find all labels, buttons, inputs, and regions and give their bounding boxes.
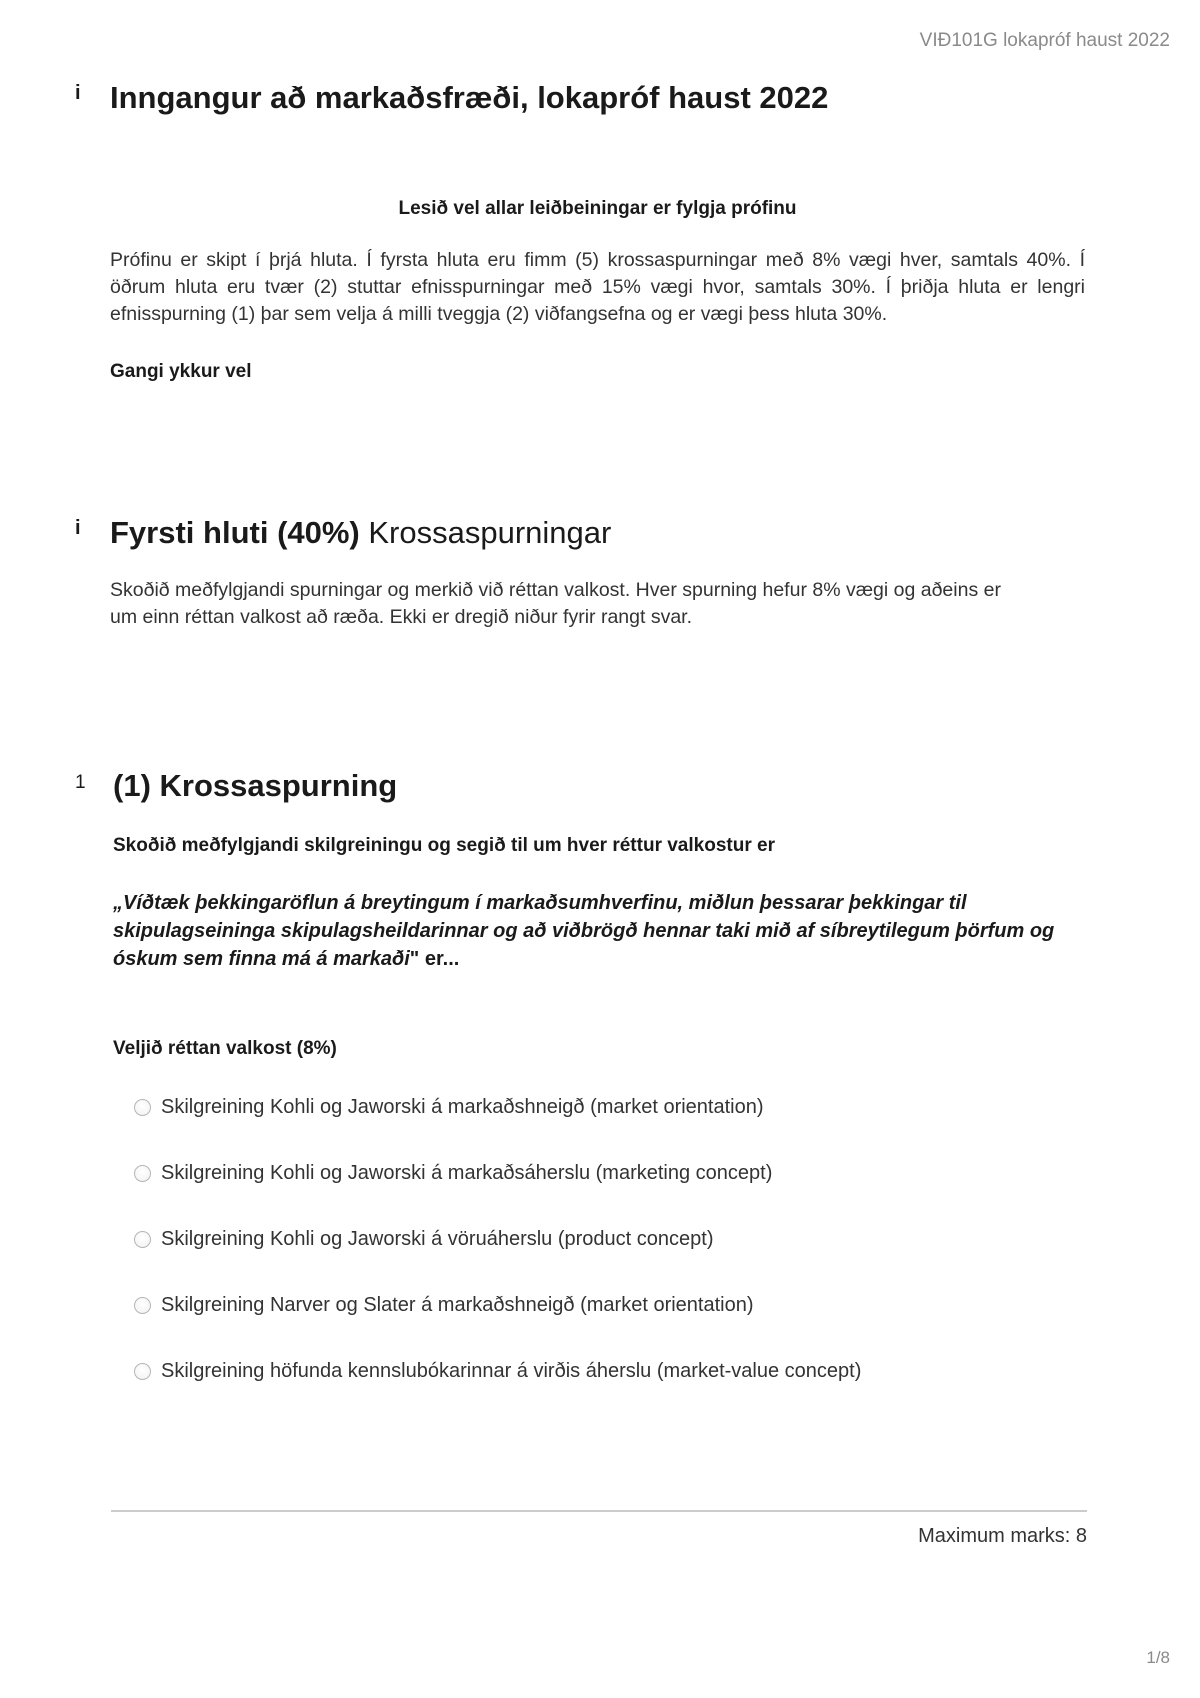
option-label: Skilgreining höfunda kennslubókarinnar á virðis áherslu (market-value concept) <box>161 1359 862 1382</box>
option-label: Skilgreining Kohli og Jaworski á markaðshneigð (market orientation) <box>161 1095 764 1118</box>
option-label: Skilgreining Kohli og Jaworski á markaðsáherslu (marketing concept) <box>161 1161 773 1184</box>
intro-section <box>75 80 1085 383</box>
answer-option[interactable] <box>113 1338 1085 1404</box>
page-number: 1/8 <box>1146 1648 1170 1667</box>
quote-tail: " er... <box>409 948 460 970</box>
question-quote <box>113 889 1063 973</box>
part1-section <box>75 515 1085 631</box>
answer-option[interactable] <box>113 1140 1085 1206</box>
radio-button[interactable] <box>134 1297 151 1314</box>
radio-button[interactable] <box>134 1363 151 1380</box>
question-1 <box>75 768 1085 1404</box>
answer-options <box>113 1074 1085 1404</box>
part1-title-suffix: Krossaspurningar <box>359 515 612 550</box>
part1-title-prefix: Fyrsti hluti (40%) <box>110 515 360 550</box>
answer-option[interactable] <box>113 1074 1085 1140</box>
question-title: (1) Krossaspurning <box>113 768 398 803</box>
radio-button[interactable] <box>134 1231 151 1248</box>
question-number: 1 <box>75 772 86 793</box>
answer-option[interactable] <box>113 1272 1085 1338</box>
quote-text: „Víðtæk þekkingaröflun á breytingum í markaðsumhverfinu, miðlun þessarar þekkingar til skipulagseininga skipulagsheildarinnar og að viðbrögð hennar taki mið af síbreytilegum þörfum og óskum sem finna má á markaði <box>113 892 1055 970</box>
radio-button[interactable] <box>134 1099 151 1116</box>
part1-title <box>110 515 1085 551</box>
question-prompt: Skoðið meðfylgjandi skilgreiningu og segið til um hver réttur valkostur er <box>113 835 775 856</box>
option-label: Skilgreining Narver og Slater á markaðshneigð (market orientation) <box>161 1293 754 1316</box>
divider <box>111 1510 1087 1512</box>
instructions-heading: Lesið vel allar leiðbeiningar er fylgja prófinu <box>398 198 797 219</box>
choose-label: Veljið réttan valkost (8%) <box>113 1038 337 1059</box>
page-header: VIÐ101G lokapróf haust 2022 <box>919 30 1170 51</box>
good-luck-text: Gangi ykkur vel <box>110 361 252 382</box>
intro-title: Inngangur að markaðsfræði, lokapróf haust 2022 <box>110 80 829 115</box>
part1-body: Skoðið meðfylgjandi spurningar og merkið við réttan valkost. Hver spurning hefur 8% vægi og aðeins er um einn réttan valkost að ræða. Ekki er dregið niður fyrir rangt svar. <box>110 579 1001 628</box>
intro-body: Prófinu er skipt í þrjá hluta. Í fyrsta hluta eru fimm (5) krossaspurningar með 8% vægi hver, samtals 40%. Í öðrum hluta eru tvær (2) stuttar efnisspurningar með 15% vægi hvor, samtals 30%. Í þriðja hluta er lengri efnisspurning (1) þar sem velja á milli tveggja (2) viðfangsefna og er vægi þess hluta 30%. <box>110 249 1085 325</box>
max-marks: Maximum marks: 8 <box>918 1525 1087 1547</box>
answer-option[interactable] <box>113 1206 1085 1272</box>
info-marker: i <box>75 517 81 539</box>
info-marker: i <box>75 82 81 104</box>
radio-button[interactable] <box>134 1165 151 1182</box>
option-label: Skilgreining Kohli og Jaworski á vöruáherslu (product concept) <box>161 1227 714 1250</box>
